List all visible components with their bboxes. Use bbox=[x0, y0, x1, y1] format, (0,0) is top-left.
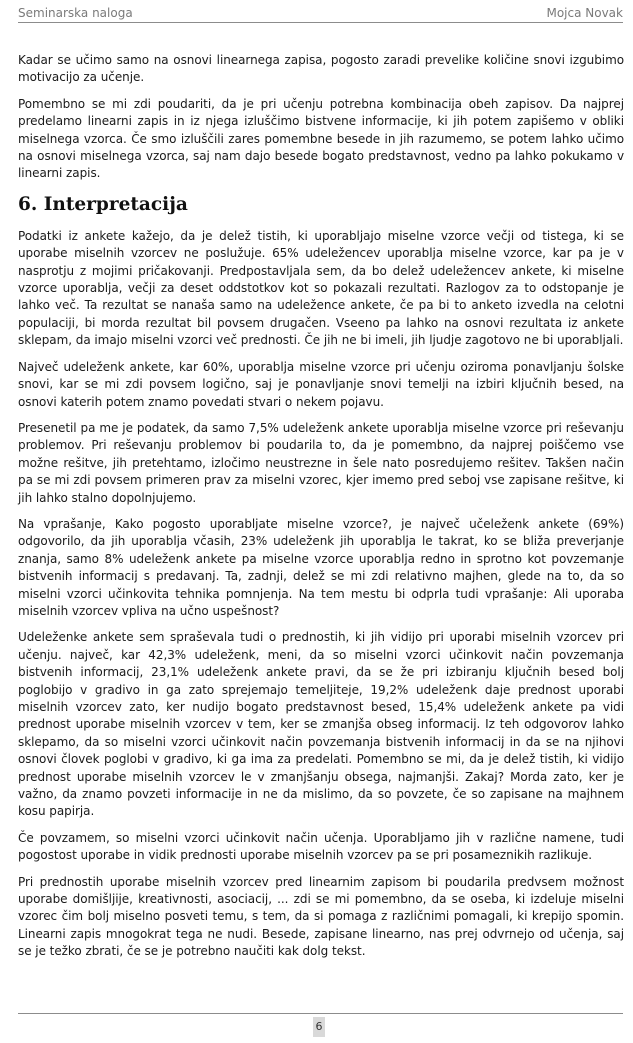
paragraph: Udeleženke ankete sem spraševala tudi o prednostih, ki jih vidijo pri uporabi miselnih vzorcev pri učenju. največ, kar 42,3% udeleženk, meni, da so miselni vzorci učinkovit način povzemanja bistvenih informacij, 23,1% udeleženk ankete pravi, da se že pri izbiranju ključnih besed bolj poglobijo v gradivo in ga zato sprejemajo temeljiteje, 19,2% udeleženk daje prednost uporabi miselnih vzorcev zato, ker nudijo bogato predstavnost besed, 15,4% udeleženk ankete pa vidi prednost uporabe miselnih vzorcev v tem, ker se zmanjša obseg informacij. Iz teh odgovorov lahko sklepamo, da so miselni vzorci učinkovit način povzemanja bistvenih informacij in da se na njihovi osnovi človek poglobi v gradivo, ki ga ima za predelati. Pomembno se mi, da je delež tistih, ki vidijo prednost uporabe miselnih vzorcev le v zmanjšanju obsega, najmanjši. Zakaj? Morda zato, ker je važno, da znamo povzeti informacije in ne da mislimo, da so povzete, če so zapisane na majhnem kosu papirja. bbox=[18, 630, 624, 819]
header-author: Mojca Novak bbox=[546, 6, 623, 20]
paragraph: Podatki iz ankete kažejo, da je delež tistih, ki uporabljajo miselne vzorce večji od tistega, ki se uporabe miselnih vzorcev ne poslužuje. 65% udeležencev uporablja miselne vzorce, kar pa je v nasprotju z mojimi pričakovanji. Predpostavljala sem, da bo delež udeležencev ankete, ki miselne vzorce uporablja, večji za deset oddstotkov kot so pokazali rezultati. Razlogov za to odstopanje je lahko več. Ta rezultat se nanaša samo na udeležence ankete, če pa bi to anketo izvedla na celotni populaciji, bi morda rezultat bil povsem drugačen. Vseeno pa lahko na osnovi rezultata iz ankete sklepam, da imajo miselni vzorci več prednosti. Če jih ne bi imeli, jih ljudje zagotovo ne bi uporabljali. bbox=[18, 228, 624, 348]
paragraph: Pri prednostih uporabe miselnih vzorcev pred linearnim zapisom bi poudarila predvsem možnost uporabe domišljije, kreativnosti, asociacij, ... zdi se mi pomembno, da se oseba, ki izdeluje miselni vzorec čim bolj miselno posveti temu, s tem, da si pomaga z različnimi pomagali, ki krepijo spomin. Linearni zapis mnogokrat tega ne nudi. Besede, zapisane linearno, nas prej odvrnejo od učenja, saj se je težko zbrati, če se je potrebno naučiti kak dolg tekst. bbox=[18, 874, 624, 959]
page-number: 6 bbox=[313, 1017, 325, 1037]
header-title: Seminarska naloga bbox=[18, 6, 133, 20]
paragraph: Pomembno se mi zdi poudariti, da je pri učenju potrebna kombinacija obeh zapisov. Da najprej predelamo linearni zapis in iz njega izluščimo bistvene informacije, ki jih potem zapišemo v obliki miselnega vzorca. Če smo izluščili zares pomembne besede in jih razumemo, se potem lahko učimo na osnovi miselnega vzorca, saj nam dajo besede bogato predstavnost, vedno pa lahko pokukamo v linearni zapis. bbox=[18, 96, 624, 181]
page-header bbox=[18, 4, 623, 23]
paragraph: Presenetil pa me je podatek, da samo 7,5% udeleženk ankete uporablja miselne vzorce pri reševanju problemov. Pri reševanju problemov bi poudarila to, da je pomembno, da najprej poiščemo vse možne rešitve, jih pretehtamo, izločimo neustrezne in šele nato posredujemo rešitev. Takšen način pa se mi zdi povsem primeren prav za miselni vzorec, kjer imemo pred seboj vse zapisane rešitve, ki jih lahko stalno dopolnjujemo. bbox=[18, 420, 624, 505]
paragraph: Če povzamem, so miselni vzorci učinkovit način učenja. Uporabljamo jih v različne namene, tudi pogostost uporabe in vidik prednosti uporabe miselnih vzorcev pa se pri posameznikih razlikuje. bbox=[18, 830, 624, 863]
document-body bbox=[18, 52, 624, 970]
paragraph: Največ udeleženk ankete, kar 60%, uporablja miselne vzorce pri učenju oziroma ponavljanju šolske snovi, kar se mi zdi povsem logično, saj je ponavljanje snovi temelji na izbiri ključnih besed, na osnovi katerih potem znamo povedati stvari o nekem pojavu. bbox=[18, 359, 624, 409]
footer-divider bbox=[18, 1013, 623, 1014]
section-heading: 6. Interpretacija bbox=[18, 193, 188, 215]
paragraph: Na vprašanje, Kako pogosto uporabljate miselne vzorce?, je največ učeleženk ankete (69%) odgovorilo, da jih uporablja včasih, 23% udeleženk jih uporablja le takrat, ko se bliža preverjanje znanja, samo 8% udeleženk ankete pa miselne vzorce uporablja redno in sprotno kot povzemanje bistvenih informacij s predavanj. Ta, zadnji, delež se mi zdi relativno majhen, glede na to, da so miselni vzorci učinkovita tehnika pomnjenja. Na tem mestu bi odprla tudi vprašanje: Ali uporaba miselnih vzorcev vpliva na učno uspešnost? bbox=[18, 516, 624, 618]
paragraph: Kadar se učimo samo na osnovi linearnega zapisa, pogosto zaradi prevelike količine snovi izgubimo motivacijo za učenje. bbox=[18, 53, 624, 85]
